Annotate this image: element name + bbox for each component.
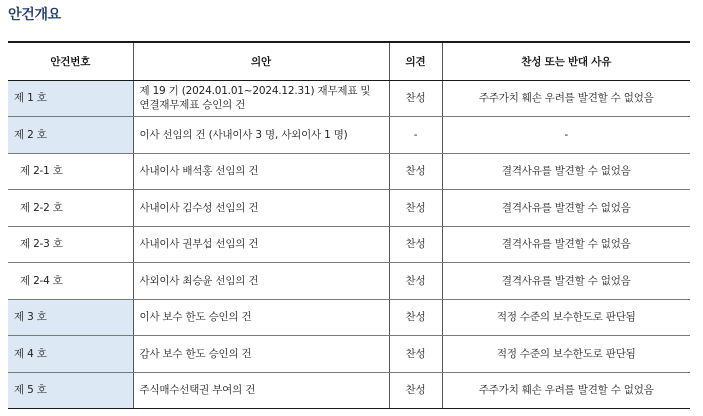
table-row <box>8 117 690 154</box>
agenda-title: 사내이사 배석홍 선임의 건 <box>133 153 389 190</box>
agenda-reason: 주주가치 훼손 우려를 발견할 수 없었음 <box>442 372 690 409</box>
agenda-opinion: 찬성 <box>389 153 442 190</box>
table-row <box>8 80 690 117</box>
agenda-number: 제 4 호 <box>8 336 133 373</box>
agenda-reason: 주주가치 훼손 우려를 발견할 수 없었음 <box>442 80 690 117</box>
agenda-number: 제 5 호 <box>8 372 133 409</box>
agenda-title: 이사 선임의 건 (사내이사 3 명, 사외이사 1 명) <box>133 117 389 154</box>
header-agenda: 의안 <box>133 42 389 80</box>
agenda-number: 제 2 호 <box>8 117 133 154</box>
agenda-reason: 적정 수준의 보수한도로 판단됨 <box>442 336 690 373</box>
table-row <box>8 226 690 263</box>
agenda-title: 사외이사 최승윤 선임의 건 <box>133 263 389 300</box>
table-row <box>8 299 690 336</box>
table-row <box>8 263 690 300</box>
agenda-table <box>8 41 690 409</box>
agenda-title: 이사 보수 한도 승인의 건 <box>133 299 389 336</box>
agenda-number: 제 2-1 호 <box>8 153 133 190</box>
table-row <box>8 190 690 227</box>
table-header-row <box>8 42 690 80</box>
agenda-number: 제 3 호 <box>8 299 133 336</box>
agenda-reason: - <box>442 117 690 154</box>
agenda-reason: 결격사유를 발견할 수 없었음 <box>442 226 690 263</box>
header-opinion: 의견 <box>389 42 442 80</box>
agenda-number: 제 2-4 호 <box>8 263 133 300</box>
agenda-opinion: 찬성 <box>389 80 442 117</box>
agenda-reason: 결격사유를 발견할 수 없었음 <box>442 263 690 300</box>
table-row <box>8 153 690 190</box>
header-reason: 찬성 또는 반대 사유 <box>442 42 690 80</box>
agenda-opinion: 찬성 <box>389 372 442 409</box>
agenda-title: 주식매수선택권 부여의 건 <box>133 372 389 409</box>
agenda-number: 제 1 호 <box>8 80 133 117</box>
agenda-reason: 결격사유를 발견할 수 없었음 <box>442 153 690 190</box>
agenda-opinion: 찬성 <box>389 336 442 373</box>
agenda-opinion: 찬성 <box>389 190 442 227</box>
agenda-title: 제 19 기 (2024.01.01~2024.12.31) 재무제표 및 연결재무제표 승인의 건 <box>133 80 389 117</box>
agenda-opinion: 찬성 <box>389 299 442 336</box>
agenda-number: 제 2-2 호 <box>8 190 133 227</box>
agenda-reason: 결격사유를 발견할 수 없었음 <box>442 190 690 227</box>
agenda-title: 사내이사 김수성 선임의 건 <box>133 190 389 227</box>
table-row <box>8 336 690 373</box>
agenda-title: 감사 보수 한도 승인의 건 <box>133 336 389 373</box>
agenda-opinion: - <box>389 117 442 154</box>
header-agenda-number: 안건번호 <box>8 42 133 80</box>
section-title: 안건개요 <box>8 7 61 23</box>
agenda-reason: 적정 수준의 보수한도로 판단됨 <box>442 299 690 336</box>
table-row <box>8 372 690 409</box>
agenda-title: 사내이사 권부섭 선임의 건 <box>133 226 389 263</box>
agenda-opinion: 찬성 <box>389 226 442 263</box>
agenda-number: 제 2-3 호 <box>8 226 133 263</box>
agenda-opinion: 찬성 <box>389 263 442 300</box>
